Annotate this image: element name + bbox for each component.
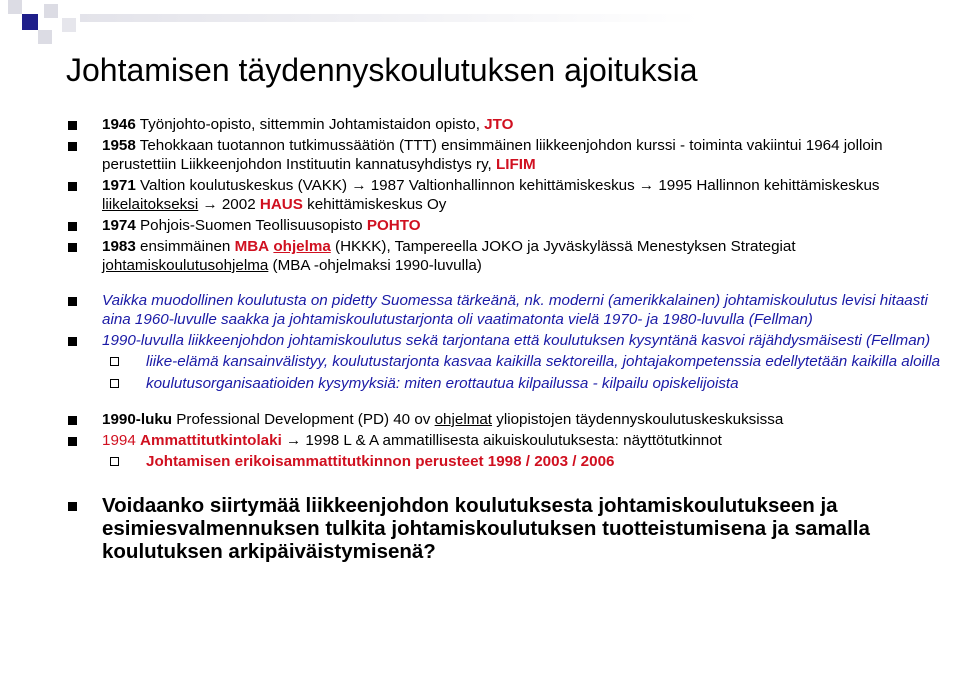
deco-square [8,0,22,14]
list-item: 1990-luku Professional Development (PD) 40 ov ohjelmat yliopistojen täydennyskoulutuskeskuksissa [66,410,946,429]
deco-square [38,30,52,44]
list-item: 1983 ensimmäinen MBA ohjelma (HKKK), Tampereella JOKO ja Jyväskylässä Menestyksen Strategiat johtamiskoulutusohjelma (MBA -ohjelmaksi 1990-luvulla) [66,237,946,275]
bullet-icon [68,297,77,306]
deco-square [22,14,38,30]
list-item: 1990-luvulla liikkeenjohdon johtamiskoulutus sekä tarjontana että koulutuksen kysyntänä kasvoi räjähdysmäisesti (Fellman) [66,331,946,350]
hollow-square-bullet-icon [110,379,119,388]
list-item: 1946 Työnjohto-opisto, sittemmin Johtamistaidon opisto, JTO [66,115,946,134]
list-item: 1958 Tehokkaan tuotannon tutkimussäätiön (TTT) ensimmäinen liikkeenjohdon kurssi - toiminta vakiintui 1964 jolloin perustettiin Liikkeenjohdon Instituutin kannatusyhdistys ry, LIFIM [66,136,946,174]
bullet-icon [68,182,77,191]
bullet-icon [68,437,77,446]
sub-list-item: liike-elämä kansainvälistyy, koulutustarjonta kasvaa kaikilla sektoreilla, johtajakompetenssia edellytetään kaikilla aloilla [66,352,946,371]
sub-list-item: koulutusorganisaatioiden kysymyksiä: miten erottautua kilpailussa - kilpailu opiskelijoista [66,374,946,393]
list-item: Vaikka muodollinen koulutusta on pidetty Suomessa tärkeänä, nk. moderni (amerikkalainen) johtamiskoulutus levisi hitaasti aina 1960-luvulle saakka ja johtamiskoulutustarjonta oli vaatimatonta vielä 1970- ja 1980-luvulla (Fellman) [66,291,946,329]
list-item: 1974 Pohjois-Suomen Teollisuusopisto POHTO [66,216,946,235]
content [66,115,946,565]
bullet-icon [68,337,77,346]
spacer [66,277,946,291]
deco-gradient-bar [80,14,700,22]
hollow-square-bullet-icon [110,357,119,366]
sub-list-item: Johtamisen erikoisammattitutkinnon perusteet 1998 / 2003 / 2006 [66,452,946,471]
header-decoration [0,0,960,52]
page-title: Johtamisen täydennyskoulutuksen ajoituksia [66,52,698,88]
bullet-icon [68,142,77,151]
bullet-icon [68,502,77,511]
list-item: Voidaanko siirtymää liikkeenjohdon koulutuksesta johtamiskoulutukseen ja esimiesvalmennuksen tulkita johtamiskoulutuksen tuotteistumisena ja samalla koulutuksen arkipäiväistymisenä? [66,494,946,563]
list-item: 1994 Ammattitutkintolaki → 1998 L & A ammatillisesta aikuiskoulutuksesta: näyttötutkinnot [66,431,946,450]
list-item: 1971 Valtion koulutuskeskus (VAKK) → 1987 Valtionhallinnon kehittämiskeskus → 1995 Hallinnon kehittämiskeskus liikelaitokseksi → 2002 HAUS kehittämiskeskus Oy [66,176,946,214]
deco-square [44,4,58,18]
bullet-icon [68,243,77,252]
bullet-icon [68,222,77,231]
spacer [66,474,946,494]
bullet-icon [68,121,77,130]
hollow-square-bullet-icon [110,457,119,466]
bullet-icon [68,416,77,425]
deco-square [62,18,76,32]
spacer [66,396,946,410]
